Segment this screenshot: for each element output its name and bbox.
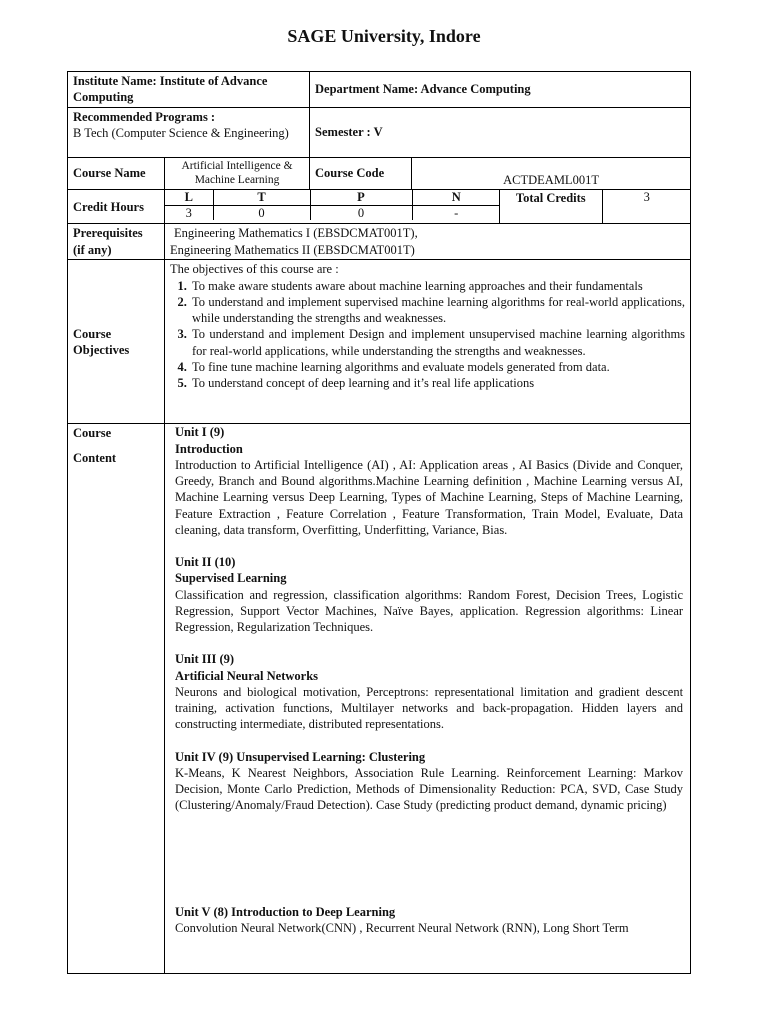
content-label: Course bbox=[73, 426, 112, 441]
unit-block bbox=[175, 651, 683, 732]
unit-body: Classification and regression, classification algorithms: Random Forest, Decision Trees, Logistic Regression, Support Vector Machines, Naïve Bayes, application. Regression algorithms: Linear Regression, Regularization Techniques. bbox=[175, 587, 684, 635]
recommended-programs-cell bbox=[68, 107, 310, 157]
recommended-programs-value: B Tech (Computer Science & Engineering) bbox=[73, 125, 289, 140]
prerequisites-label-sub: (if any) bbox=[73, 242, 112, 257]
course-code-value: ACTDEAML001T bbox=[412, 157, 691, 190]
credit-hours-label: Credit Hours bbox=[68, 190, 165, 224]
objectives-label: Course bbox=[73, 326, 112, 341]
unit-title: Introduction bbox=[175, 441, 243, 456]
semester: Semester : V bbox=[315, 124, 383, 139]
course-name-value: Artificial Intelligence & Machine Learning bbox=[165, 157, 310, 190]
objectives-intro: The objectives of this course are : bbox=[170, 262, 339, 277]
unit-block bbox=[175, 554, 683, 635]
ltpn-table bbox=[165, 190, 500, 220]
ltpn-header-l: L bbox=[165, 190, 213, 205]
objectives-label-sub: Objectives bbox=[73, 342, 130, 357]
objective-item: 5. To understand concept of deep learning and it’s real life applications bbox=[190, 375, 685, 391]
objective-item: 3. To understand and implement Design and implement unsupervised machine learning algorithms for real-world applications, while understanding the strengths and weaknesses. bbox=[190, 326, 685, 359]
total-credits-value: 3 bbox=[643, 190, 650, 205]
objective-item: 1. To make aware students aware about machine learning approaches and their fundamentals bbox=[190, 278, 685, 294]
course-name-label: Course Name bbox=[68, 157, 165, 190]
unit-title: Supervised Learning bbox=[175, 571, 287, 586]
ltpn-value-n: - bbox=[454, 205, 459, 220]
unit-block bbox=[175, 749, 683, 814]
prerequisite-item: Engineering Mathematics I (EBSDCMAT001T), bbox=[174, 226, 418, 241]
unit-body: Neurons and biological motivation, Perceptrons: representational limitation and gradient descent training, activation functions, Multilayer networks and back-propagation. Hidden layers and constructing intermediate, distributed representations. bbox=[175, 684, 684, 732]
unit-body: Convolution Neural Network(CNN) , Recurrent Neural Network (RNN), Long Short Term bbox=[175, 920, 629, 935]
unit-title: Artificial Neural Networks bbox=[175, 668, 319, 683]
ltpn-value-l: 3 bbox=[165, 205, 213, 220]
unit-block bbox=[175, 904, 683, 937]
institute-name-cell bbox=[68, 72, 310, 108]
course-code-label: Course Code bbox=[310, 157, 412, 190]
unit-heading: Unit I (9) bbox=[175, 425, 225, 440]
ltpn-header-p: P bbox=[310, 190, 412, 205]
prerequisites-value-cell bbox=[165, 224, 691, 260]
recommended-programs-label: Recommended Programs : bbox=[73, 109, 216, 124]
ltpn-header-n: N bbox=[412, 190, 500, 205]
course-content-cell bbox=[165, 424, 691, 974]
unit-block bbox=[175, 424, 683, 538]
page-title: SAGE University, Indore bbox=[287, 26, 481, 46]
unit-body: Introduction to Artificial Intelligence (AI) , AI: Application areas , AI Basics (Divide and Conquer, Greedy, Branch and Bound algorithms.Machine Learning definition , Machine Learning versus AI, Machine Learning versus Deep Learning, Types of Machine Learning, Steps of Machine Learning, Feature Extraction , Feature Correlation , Feature Transformation, Train Model, Evaluate, Data cleaning, data transform, Overfitting, Underfitting, Variance, Bias. bbox=[175, 457, 684, 537]
content-label-cell bbox=[68, 424, 165, 974]
ltpn-cell bbox=[165, 190, 500, 224]
total-credits-label: Total Credits bbox=[500, 190, 602, 223]
total-credits-table bbox=[500, 190, 691, 223]
ltpn-value-p: 0 bbox=[310, 205, 412, 220]
prerequisites-label-cell bbox=[68, 224, 165, 260]
objectives-list bbox=[170, 278, 685, 392]
unit-heading: Unit V (8) Introduction to Deep Learning bbox=[175, 904, 396, 919]
unit-heading: Unit II (10) bbox=[175, 555, 236, 570]
semester-cell bbox=[310, 107, 691, 157]
prerequisites-label: Prerequisites bbox=[73, 226, 143, 241]
institute-name: Institute Name: Institute of Advance Computing bbox=[73, 74, 268, 105]
department-name-cell bbox=[310, 72, 691, 108]
unit-heading: Unit IV (9) Unsupervised Learning: Clustering bbox=[175, 749, 426, 764]
ltpn-header-t: T bbox=[213, 190, 310, 205]
objectives-cell bbox=[165, 260, 691, 424]
objective-item: 2. To understand and implement supervised machine learning algorithms for real-world applications, while understanding the strengths and weaknesses. bbox=[190, 294, 685, 327]
department-name: Department Name: Advance Computing bbox=[315, 82, 531, 97]
prerequisite-item: Engineering Mathematics II (EBSDCMAT001T) bbox=[170, 242, 415, 257]
objectives-label-cell bbox=[68, 260, 165, 424]
unit-heading: Unit III (9) bbox=[175, 652, 235, 667]
objective-item: 4. To fine tune machine learning algorithms and evaluate models generated from data. bbox=[190, 359, 685, 375]
total-credits-cell bbox=[500, 190, 691, 224]
ltpn-value-t: 0 bbox=[213, 205, 310, 220]
content-label-sub: Content bbox=[73, 450, 117, 465]
unit-body: K-Means, K Nearest Neighbors, Association Rule Learning. Reinforcement Learning: Markov Decision, Monte Carlo Prediction, Methods of Dimensionality Reduction: PCA, SVD, Case Study (Clustering/Anomaly/Fraud Detection). Case Study (predicting product demand, dynamic pricing) bbox=[175, 765, 684, 813]
syllabus-table bbox=[67, 71, 691, 974]
